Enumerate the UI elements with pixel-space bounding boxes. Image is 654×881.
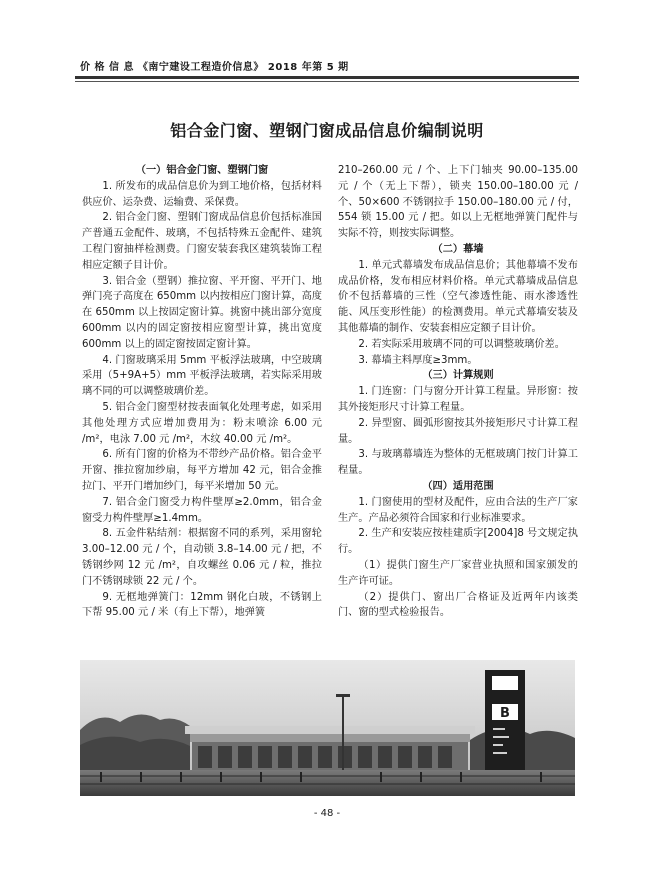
- paragraph: 9. 无框地弹簧门：12mm 钢化白玻，不锈钢上下帮 95.00 元 / 米（有上下帮），地弹簧: [82, 591, 322, 619]
- paragraph: 5. 铝合金门窗型材按表面氧化处理考虑，如采用其他处理方式应增加费用为：粉末喷涂 6.00 元 /m²，电泳 7.00 元 /m²，木纹 40.00 元 /m²。: [82, 401, 322, 445]
- paragraph: 8. 五金件粘结剂：根据窗不同的系列，采用窗轮 3.00–12.00 元 / 个，自动锁 3.8–14.00 元 / 把，不锈钢纱网 12 元 /m²，自攻螺丝 0.06 元 / 粒，推拉门不锈钢球锁 22 元 / 个。: [82, 528, 322, 587]
- page-number: - 48 -: [313, 808, 341, 819]
- paragraph: 2. 若实际采用玻璃不同的可以调整玻璃价差。: [358, 338, 565, 350]
- section-heading: （一）铝合金门窗、塑钢门窗: [135, 165, 269, 176]
- right-column: [338, 163, 578, 621]
- sign-letter: B: [500, 706, 510, 721]
- paragraph: 1. 单元式幕墙发布成品信息价；其他幕墙不发布成品价格，发布相应材料价格。单元式幕墙成品信息价不包括幕墙的三性（空气渗透性能、雨水渗透性能、风压变形性能）的检测费用。单元式幕墙安装及其他幕墙的制作、安装套相应定额子目计价。: [338, 259, 578, 334]
- paragraph: 1. 门连窗：门与窗分开计算工程量。异形窗：按其外接矩形尺寸计算工程量。: [338, 386, 578, 413]
- paragraph: 1. 所发布的成品信息价为到工地价格，包括材料供应价、运杂费、运输费、采保费。: [82, 180, 322, 208]
- header-rule-thin: [75, 81, 579, 82]
- paragraph: （1）提供门窗生产厂家营业执照和国家颁发的生产许可证。: [338, 559, 578, 587]
- paragraph: 3. 铝合金（塑钢）推拉窗、平开窗、平开门、地弹门亮子高度在 650mm 以内按相应门窗计算，高度在 650mm 以上按固定窗计算。挑窗中挑出部分宽度 600mm 以内的固定窗按相应窗型计算，挑出宽度 600mm 以上的固定窗按固定窗计算。: [82, 275, 322, 350]
- paragraph: 3. 与玻璃幕墙连为整体的无框玻璃门按门计算工程量。: [338, 449, 578, 477]
- paragraph: 4. 门窗玻璃采用 5mm 平板浮法玻璃，中空玻璃采用（5+9A+5）mm 平板浮法玻璃，若实际采用玻璃不同的可以调整玻璃价差。: [82, 354, 322, 398]
- paragraph: 2. 铝合金门窗、塑钢门窗成品信息价包括标准国产普通五金配件、玻璃，不包括特殊五金配件、建筑工程门窗抽样检测费。门窗安装套我区建筑装饰工程相应定额子目计价。: [82, 212, 322, 271]
- paragraph: 2. 生产和安装应按桂建质字[2004]8 号文规定执行。: [338, 528, 578, 556]
- paragraph: 7. 铝合金门窗受力构件壁厚≥2.0mm，铝合金窗受力构件壁厚≥1.4mm。: [82, 496, 322, 524]
- section-heading: （三）计算规则: [422, 370, 494, 382]
- left-column: [82, 163, 322, 621]
- section-heading: （二）幕墙: [432, 243, 484, 255]
- building-photo: [80, 660, 575, 796]
- paragraph: 2. 异型窗、圆弧形窗按其外接矩形尺寸计算工程量。: [338, 417, 578, 445]
- header-rule: [75, 76, 579, 79]
- paragraph: 1. 门窗使用的型材及配件，应由合法的生产厂家生产。产品必须符合国家和行业标准要求。: [338, 496, 578, 524]
- section-heading: （四）适用范围: [422, 480, 494, 492]
- paragraph: 6. 所有门窗的价格为不带纱产品价格。铝合金平开窗、推拉窗加纱扇，每平方增加 42 元，铝合金推拉门、平开门增加纱门，每平米增加 50 元。: [82, 449, 322, 492]
- page-title: 铝合金门窗、塑钢门窗成品信息价编制说明: [170, 121, 484, 140]
- paragraph: 3. 幕墙主料厚度≥3mm。: [358, 354, 478, 366]
- photo-illustration: [80, 660, 575, 796]
- paragraph: （2）提供门、窗出厂合格证及近两年内该类门、窗的型式检验报告。: [338, 591, 578, 619]
- running-header: 价 格 信 息 《南宁建设工程造价信息》 2018 年第 5 期: [80, 62, 349, 73]
- paragraph: 210–260.00 元 / 个、上下门轴夹 90.00–135.00 元 / 个（无上下帮），锁夹 150.00–180.00 元 / 个、50×600 不锈钢拉手 150.00–180.00 元 / 付，554 锁 15.00 元 / 把。如以上无框地弹簧门配件与实际不符，则按实际调整。: [338, 165, 578, 240]
